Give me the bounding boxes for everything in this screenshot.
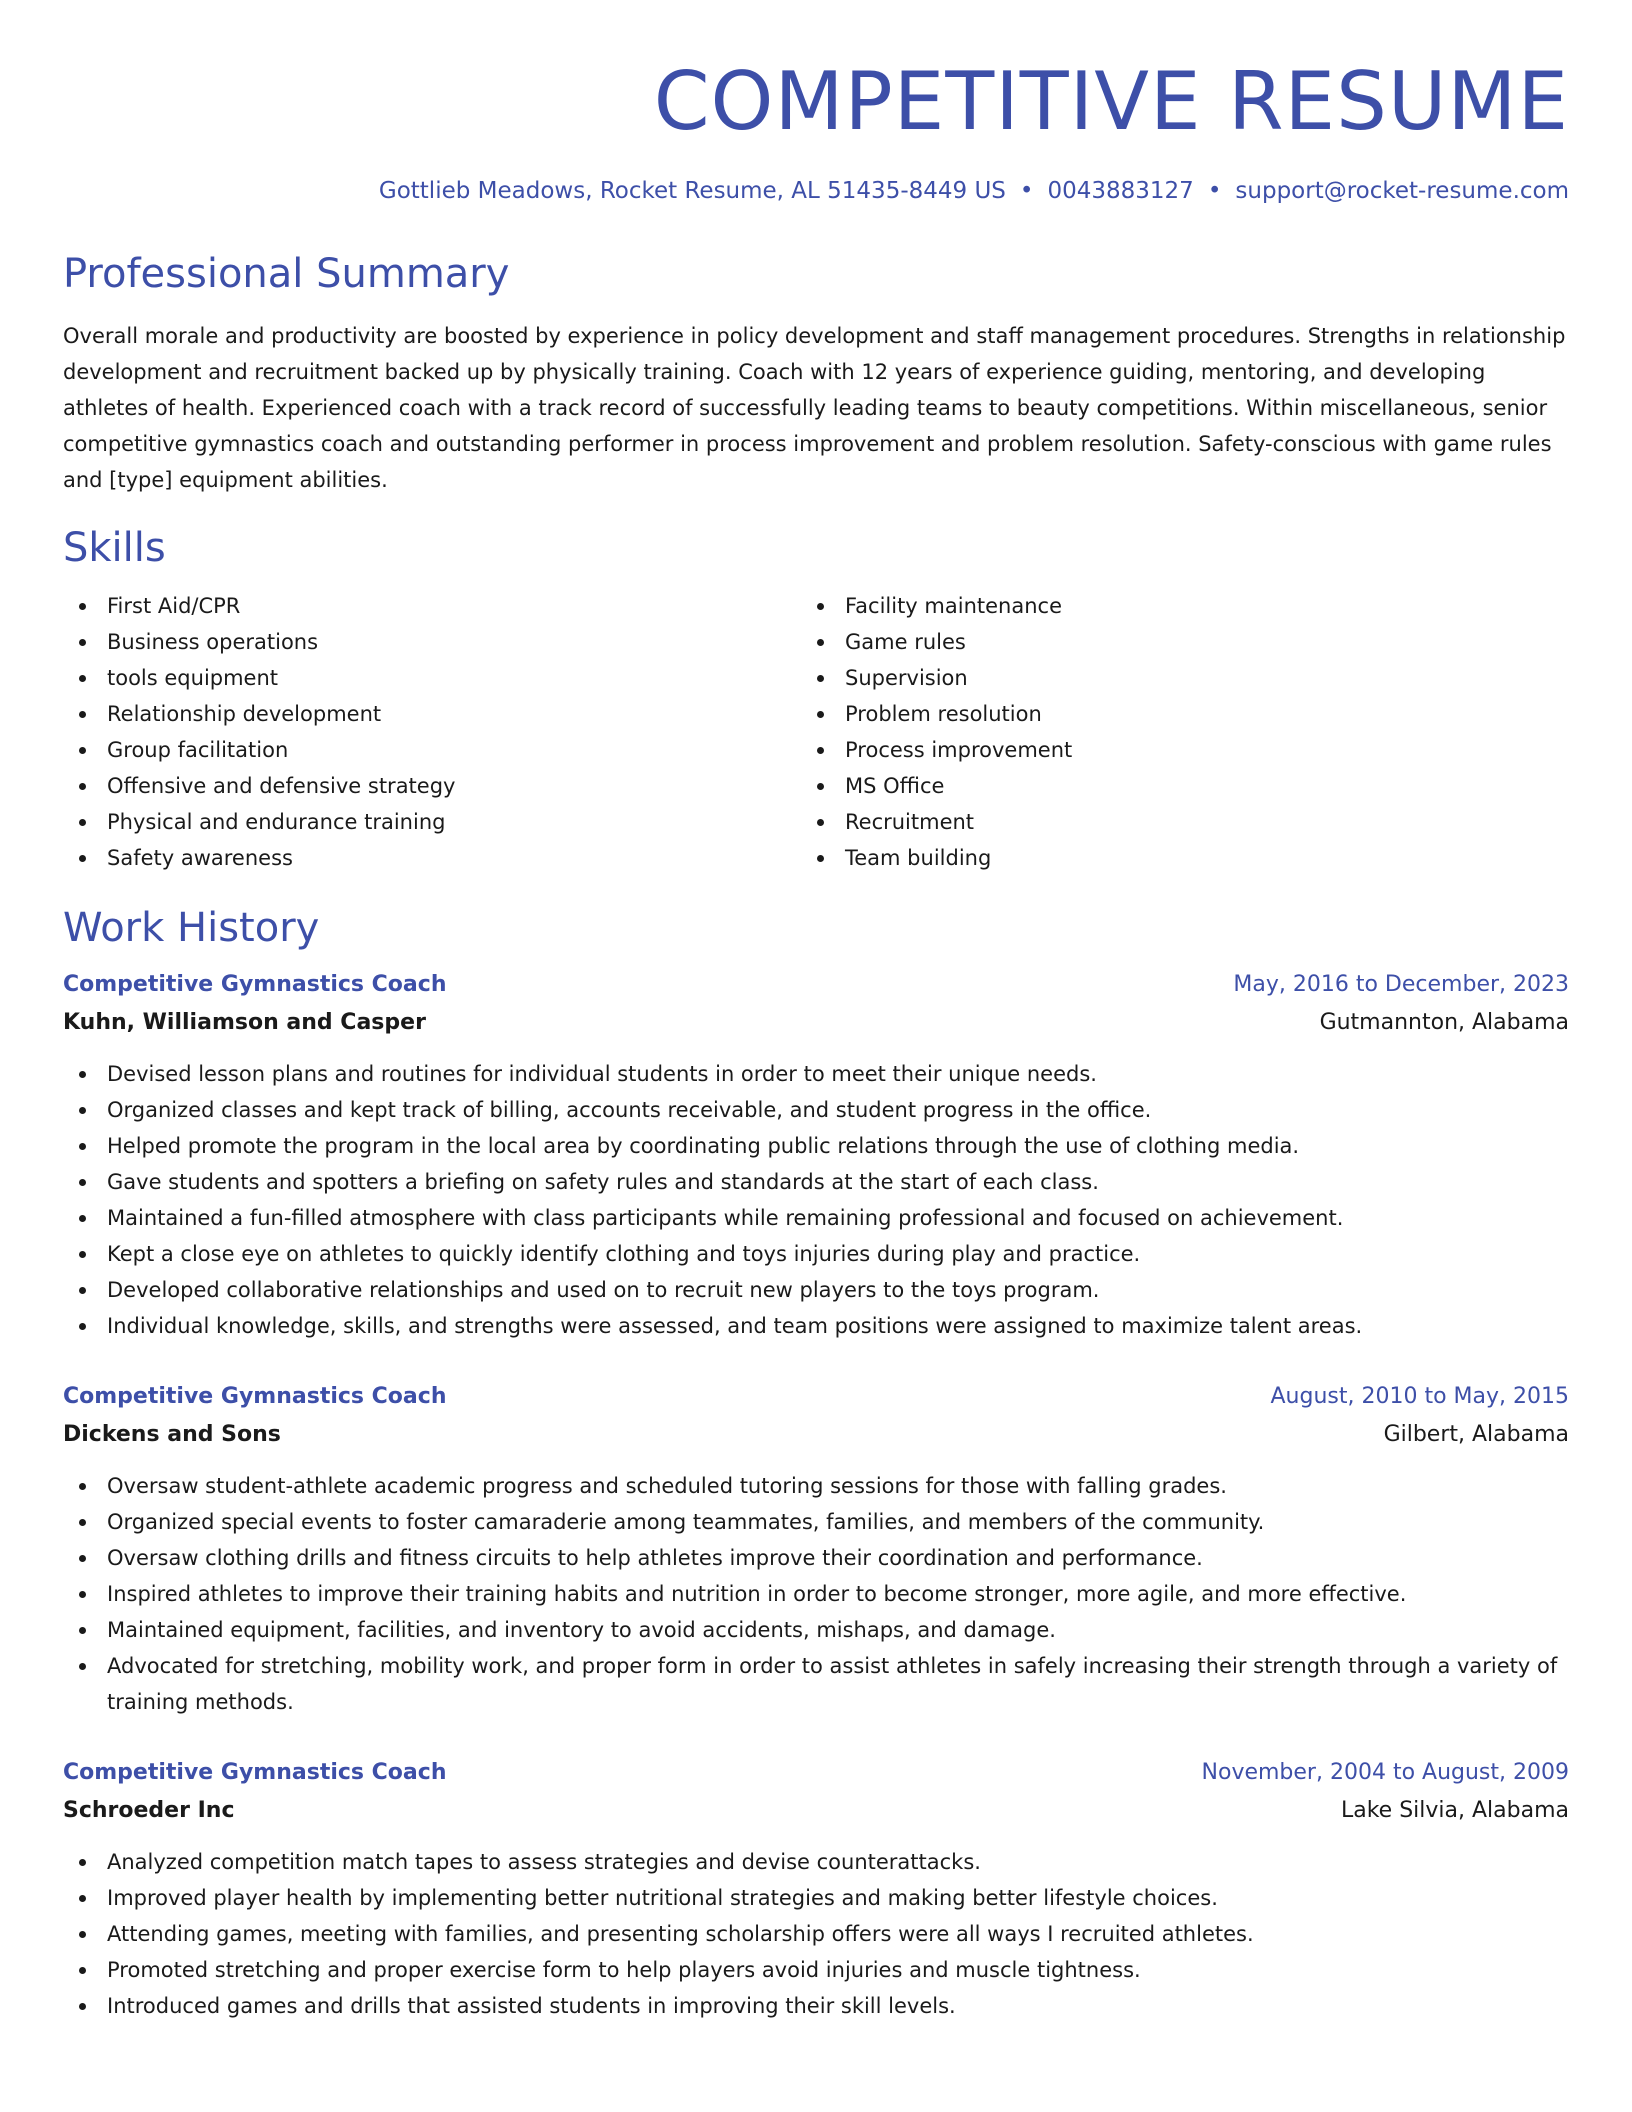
job-company: Schroeder Inc [63, 1797, 235, 1823]
job-bullet: Organized classes and kept track of billing, accounts receivable, and student progress in the office. [63, 1092, 1569, 1128]
skill-item: MS Office [801, 768, 1539, 804]
job-bullets [63, 1844, 1569, 2024]
job-bullets [63, 1056, 1569, 1344]
job-bullet: Improved player health by implementing better nutritional strategies and making better lifestyle choices. [63, 1880, 1569, 1916]
job-company-row [63, 1004, 1569, 1042]
summary-heading: Professional Summary [63, 250, 510, 297]
skill-item: Offensive and defensive strategy [63, 768, 801, 804]
contact-phone: 0043883127 [1047, 178, 1194, 204]
job-bullet: Advocated for stretching, mobility work, and proper form in order to assist athletes in safely increasing their strength through a variety of training methods. [63, 1648, 1569, 1720]
resume-header [63, 55, 1569, 206]
skill-item: Recruitment [801, 804, 1539, 840]
job-bullet: Maintained a fun-filled atmosphere with class participants while remaining professional and focused on achievement. [63, 1200, 1569, 1236]
job-company-row [63, 1416, 1569, 1454]
skill-item: Group facilitation [63, 732, 801, 768]
skills-heading: Skills [63, 524, 166, 571]
summary-text: Overall morale and productivity are boosted by experience in policy development and staff management procedures. Strengths in relationship development and recruitment backed up by physically training. Coach with 12 years of experience guiding, mentoring, and developing athletes of health. Experienced coach with a track record of successfully leading teams to beauty competitions. Within miscellaneous, senior competitive gymnastics coach and outstanding performer in process improvement and problem resolution. Safety-conscious with game rules and [type] equipment abilities. [63, 323, 1566, 492]
job-location: Gilbert, Alabama [1383, 1421, 1569, 1447]
skill-item: Physical and endurance training [63, 804, 801, 840]
job-header-row [63, 1378, 1569, 1416]
job-bullet: Organized special events to foster camaraderie among teammates, families, and members of the community. [63, 1504, 1569, 1540]
job-location: Gutmannton, Alabama [1319, 1009, 1569, 1035]
skill-item: Supervision [801, 660, 1539, 696]
skills-list [63, 588, 1569, 876]
job-bullet: Analyzed competition match tapes to assess strategies and devise counterattacks. [63, 1844, 1569, 1880]
job-company: Kuhn, Williamson and Casper [63, 1009, 426, 1035]
work-history-heading: Work History [63, 904, 320, 951]
skill-item: Safety awareness [63, 840, 801, 876]
skill-item: Business operations [63, 624, 801, 660]
job-title: Competitive Gymnastics Coach [63, 1383, 447, 1409]
contact-line [63, 178, 1569, 206]
job-bullet: Attending games, meeting with families, and presenting scholarship offers were all ways I recruited athletes. [63, 1916, 1569, 1952]
job-bullet: Helped promote the program in the local area by coordinating public relations through the use of clothing media. [63, 1128, 1569, 1164]
job-dates: May, 2016 to December, 2023 [1233, 971, 1569, 997]
job-dates: November, 2004 to August, 2009 [1201, 1759, 1569, 1785]
skill-item: Team building [801, 840, 1539, 876]
job-entry [63, 966, 1569, 1344]
job-company-row [63, 1792, 1569, 1830]
job-title: Competitive Gymnastics Coach [63, 1759, 447, 1785]
contact-separator: • [1207, 178, 1222, 204]
job-bullet: Kept a close eye on athletes to quickly identify clothing and toys injuries during play and practice. [63, 1236, 1569, 1272]
job-bullet: Individual knowledge, skills, and strengths were assessed, and team positions were assigned to maximize talent areas. [63, 1308, 1569, 1344]
skill-item: Relationship development [63, 696, 801, 732]
skill-item: Game rules [801, 624, 1539, 660]
job-title: Competitive Gymnastics Coach [63, 971, 447, 997]
job-bullet: Maintained equipment, facilities, and inventory to avoid accidents, mishaps, and damage. [63, 1612, 1569, 1648]
job-header-row [63, 1754, 1569, 1792]
job-bullet: Inspired athletes to improve their training habits and nutrition in order to become stronger, more agile, and more effective. [63, 1576, 1569, 1612]
job-header-row [63, 966, 1569, 1004]
contact-separator: • [1019, 178, 1034, 204]
job-bullets [63, 1468, 1569, 1720]
job-company: Dickens and Sons [63, 1421, 281, 1447]
skill-item: tools equipment [63, 660, 801, 696]
resume-name: COMPETITIVE RESUME [653, 55, 1569, 148]
contact-email: support@rocket-resume.com [1235, 178, 1569, 204]
skill-item: Problem resolution [801, 696, 1539, 732]
skills-column-left [63, 588, 801, 876]
job-bullet: Developed collaborative relationships and used on to recruit new players to the toys program. [63, 1272, 1569, 1308]
job-bullet: Introduced games and drills that assisted students in improving their skill levels. [63, 1988, 1569, 2024]
job-bullet: Oversaw student-athlete academic progress and scheduled tutoring sessions for those with falling grades. [63, 1468, 1569, 1504]
job-bullet: Promoted stretching and proper exercise form to help players avoid injuries and muscle tightness. [63, 1952, 1569, 1988]
job-bullet: Devised lesson plans and routines for individual students in order to meet their unique needs. [63, 1056, 1569, 1092]
job-bullet: Gave students and spotters a briefing on safety rules and standards at the start of each class. [63, 1164, 1569, 1200]
job-location: Lake Silvia, Alabama [1340, 1797, 1569, 1823]
skill-item: Process improvement [801, 732, 1539, 768]
job-dates: August, 2010 to May, 2015 [1270, 1383, 1569, 1409]
job-entry [63, 1378, 1569, 1720]
job-bullet: Oversaw clothing drills and fitness circuits to help athletes improve their coordination and performance. [63, 1540, 1569, 1576]
skills-column-right [801, 588, 1539, 876]
skill-item: Facility maintenance [801, 588, 1539, 624]
contact-address: Gottlieb Meadows, Rocket Resume, AL 51435-8449 US [378, 178, 1006, 204]
skill-item: First Aid/CPR [63, 588, 801, 624]
job-entry [63, 1754, 1569, 2024]
